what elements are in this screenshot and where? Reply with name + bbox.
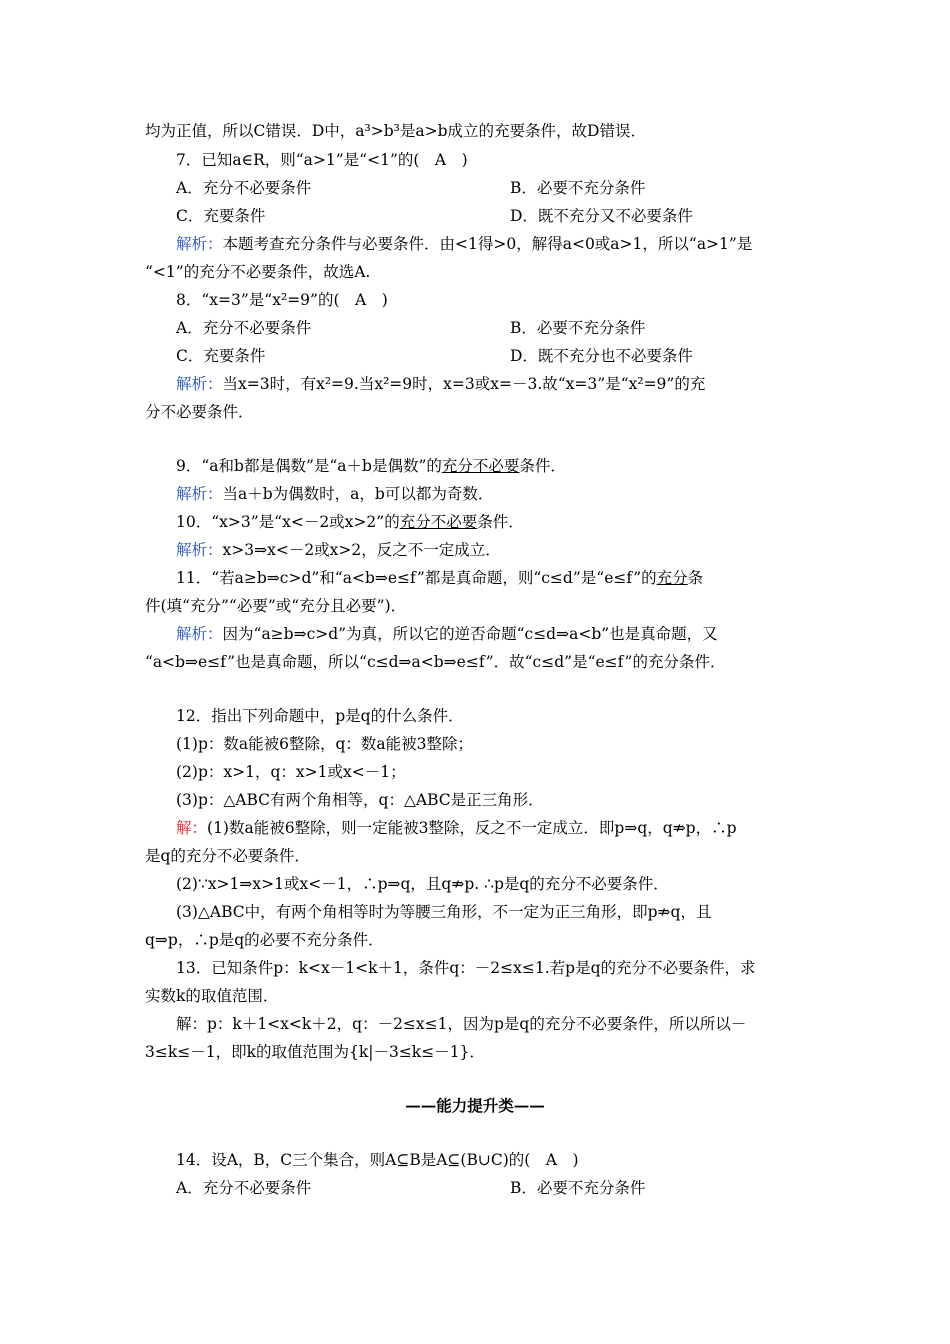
text-line: 均为正值，所以C错误．D中，a³>b³是a>b成立的充要条件，故D错误． bbox=[145, 122, 646, 140]
analysis-line bbox=[176, 484, 493, 504]
analysis-line bbox=[176, 540, 501, 560]
question-text: 件(填“充分”“必要”或“充分且必要”)． bbox=[145, 597, 407, 615]
solution-text: 3≤k≤－1，即k的取值范围为{k|－3≤k≤－1}． bbox=[145, 1043, 485, 1061]
question-11 bbox=[176, 568, 703, 588]
question-item: (2)p：x>1，q：x>1或x<－1； bbox=[176, 763, 406, 781]
question-text: 条件． bbox=[477, 513, 524, 531]
option-b: B．必要不充分条件 bbox=[510, 1179, 646, 1197]
analysis-label: 解析： bbox=[176, 375, 223, 393]
answer-blank: 充分 bbox=[656, 569, 688, 587]
analysis-text: 当x=3时，有x²=9.当x²=9时，x=3或x=－3.故“x=3”是“x²=9”的充 bbox=[222, 375, 706, 393]
question-7: 7．已知a∈R，则“a>1”是“<1”的( A ) bbox=[176, 151, 468, 169]
question-12: 12．指出下列命题中，p是q的什么条件． bbox=[176, 707, 464, 725]
option-c: C．充要条件 bbox=[176, 347, 266, 365]
question-text: 11．“若a≥b⇒c>d”和“a<b⇒e≤f”都是真命题，则“c≤d”是“e≤f”的 bbox=[176, 569, 657, 587]
answer-blank: 充分不必要 bbox=[399, 513, 478, 531]
option-b: B．必要不充分条件 bbox=[510, 319, 646, 337]
analysis-text: “<1”的充分不必要条件，故选A. bbox=[145, 263, 371, 281]
analysis-text: 本题考查充分条件与必要条件．由<1得>0，解得a<0或a>1，所以“a>1”是 bbox=[222, 235, 753, 253]
question-text: 10．“x>3”是“x<－2或x>2”的 bbox=[176, 513, 400, 531]
question-9 bbox=[176, 456, 566, 476]
answer-blank: 充分不必要 bbox=[441, 457, 520, 475]
analysis-label: 解析： bbox=[176, 541, 223, 559]
solution-text: 解：p：k＋1<x<k＋2，q：－2≤x≤1，因为p是q的充分不必要条件，所以所以－ bbox=[176, 1015, 747, 1033]
option-b: B．必要不充分条件 bbox=[510, 179, 646, 197]
solution-line bbox=[176, 818, 737, 838]
analysis-text: 因为“a≥b⇒c>d”为真，所以它的逆否命题“c≤d⇒a<b”也是真命题，又 bbox=[222, 625, 718, 643]
solution-text: (3)△ABC中，有两个角相等时为等腰三角形，不一定为正三角形，即p⇏q，且 bbox=[176, 903, 712, 921]
analysis-text: x>3⇒x<－2或x>2，反之不一定成立． bbox=[222, 541, 501, 559]
analysis-line bbox=[176, 374, 705, 394]
section-heading: ——能力提升类—— bbox=[405, 1096, 545, 1115]
question-item: (3)p：△ABC有两个角相等，q：△ABC是正三角形． bbox=[176, 791, 544, 809]
question-10 bbox=[176, 512, 524, 532]
analysis-text: 分不必要条件． bbox=[145, 403, 254, 421]
question-text: 9．“a和b都是偶数”是“a＋b是偶数”的 bbox=[176, 457, 442, 475]
analysis-label: 解析： bbox=[176, 235, 223, 253]
option-a: A．充分不必要条件 bbox=[176, 319, 312, 337]
analysis-line bbox=[176, 624, 718, 644]
analysis-line bbox=[176, 234, 752, 254]
solution-text: 是q的充分不必要条件． bbox=[145, 847, 310, 865]
question-8: 8．“x=3”是“x²=9”的( A ) bbox=[176, 291, 388, 309]
question-item: (1)p：数a能被6整除，q：数a能被3整除； bbox=[176, 735, 474, 753]
question-14: 14．设A，B，C三个集合，则A⊆B是A⊆(B∪C)的( A ) bbox=[176, 1151, 579, 1169]
analysis-label: 解析： bbox=[176, 485, 223, 503]
option-a: A．充分不必要条件 bbox=[176, 179, 312, 197]
solution-text: q⇒p，∴p是q的必要不充分条件． bbox=[145, 931, 384, 949]
option-d: D．既不充分又不必要条件 bbox=[510, 207, 693, 225]
analysis-label: 解析： bbox=[176, 625, 223, 643]
solution-text: (2)∵x>1⇒x>1或x<－1，∴p⇒q，且q⇏p. ∴p是q的充分不必要条件． bbox=[176, 875, 669, 893]
option-c: C．充要条件 bbox=[176, 207, 266, 225]
analysis-text: “a<b⇒e≤f”也是真命题，所以“c≤d⇒a<b⇒e≤f”．故“c≤d”是“e≤f”的充分条件． bbox=[145, 653, 726, 671]
option-d: D．既不充分也不必要条件 bbox=[510, 347, 693, 365]
question-text: 条 bbox=[687, 569, 704, 587]
option-a: A．充分不必要条件 bbox=[176, 1179, 312, 1197]
question-text: 实数k的取值范围． bbox=[145, 987, 279, 1005]
solution-text: (1)数a能被6整除，则一定能被3整除，反之不一定成立．即p⇒q，q⇏p，∴p bbox=[207, 819, 737, 837]
question-13: 13．已知条件p：k<x－1<k＋1，条件q：－2≤x≤1.若p是q的充分不必要条件，求 bbox=[176, 959, 756, 977]
solution-label: 解： bbox=[176, 819, 208, 837]
analysis-text: 当a＋b为偶数时，a，b可以都为奇数． bbox=[222, 485, 494, 503]
question-text: 条件． bbox=[519, 457, 566, 475]
